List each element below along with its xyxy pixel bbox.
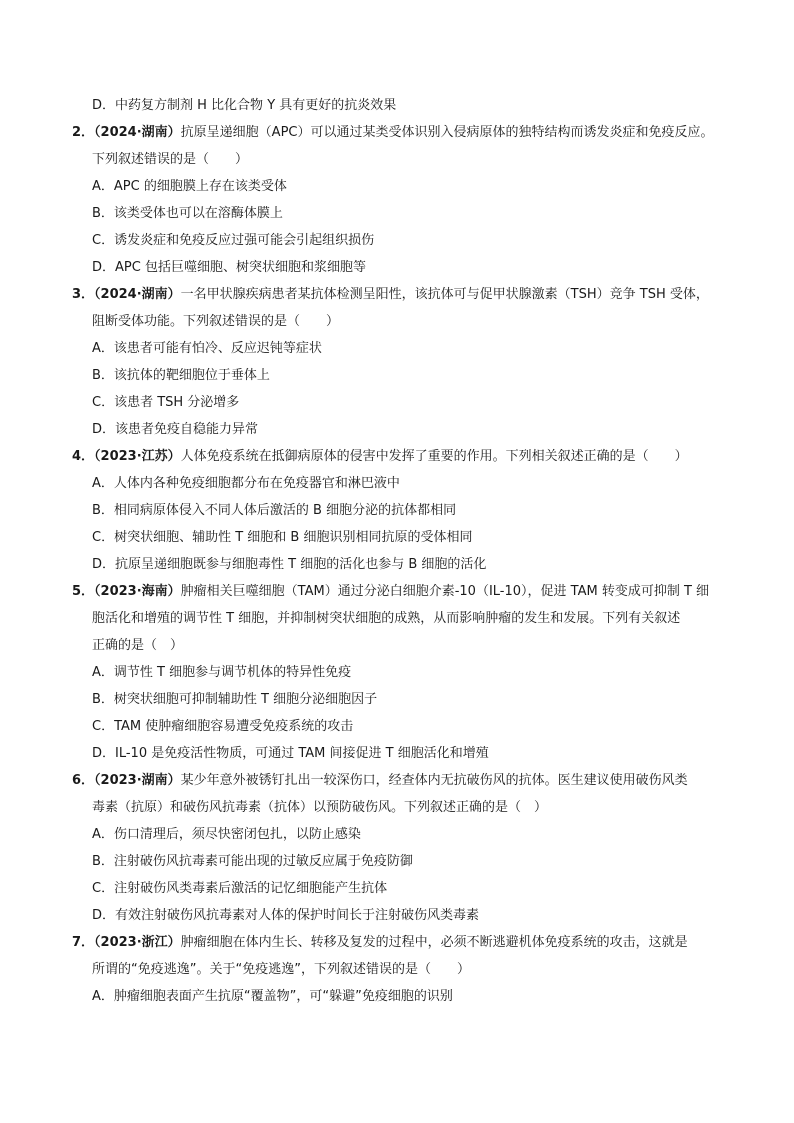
option-text: 中药复方制剂 H 比化合物 Y 具有更好的抗炎效果 (115, 98, 397, 113)
option-key: A． (92, 665, 114, 680)
question-text: 抗原呈递细胞（APC）可以通过某类受体识别入侵病原体的独特结构而诱发炎症和免疫反应。 (180, 125, 714, 140)
question-stem-line (72, 281, 737, 308)
question-stem-line (72, 767, 737, 794)
option-line (72, 227, 737, 254)
option-key: D． (92, 557, 116, 572)
option-key: C． (92, 530, 115, 545)
option-line (72, 497, 737, 524)
question-source: （2024·湖南） (94, 287, 181, 302)
option-key: C． (92, 395, 115, 410)
option-text: 肿瘤细胞表面产生抗原“覆盖物”，可“躲避”免疫细胞的识别 (113, 989, 453, 1004)
option-line (72, 335, 737, 362)
question-2 (72, 119, 737, 281)
question-stem-line: 下列叙述错误的是（ ） (92, 152, 249, 167)
option-line (72, 821, 737, 848)
option-line (72, 551, 737, 578)
option-text: TAM 使肿瘤细胞容易遭受免疫系统的攻击 (114, 719, 354, 734)
question-list (72, 92, 737, 1010)
option-text: 该抗体的靶细胞位于垂体上 (113, 368, 270, 383)
option-line (72, 389, 737, 416)
question-4 (72, 443, 737, 578)
question-stem-line (72, 119, 737, 146)
question-3 (72, 281, 737, 443)
question-source: （2023·浙江） (94, 935, 181, 950)
option-text: 注射破伤风类毒素后激活的记忆细胞能产生抗体 (114, 881, 388, 896)
question-source: （2024·湖南） (94, 125, 181, 140)
question-stem-line: 胞活化和增殖的调节性 T 细胞，并抑制树突状细胞的成熟，从而影响肿瘤的发生和发展。下列有关叙述 (92, 611, 681, 626)
question-text: 肿瘤相关巨噬细胞（TAM）通过分泌白细胞介素-10（IL-10），促进 TAM 转变成可抑制 T 细 (180, 584, 710, 599)
option-text: APC 包括巨噬细胞、树突状细胞和浆细胞等 (115, 260, 366, 275)
option-text: 树突状细胞可抑制辅助性 T 细胞分泌细胞因子 (113, 692, 378, 707)
question-text: 一名甲状腺疾病患者某抗体检测呈阳性，该抗体可与促甲状腺激素（TSH）竞争 TSH 受体， (180, 287, 709, 302)
option-line (72, 416, 737, 443)
option-line (72, 200, 737, 227)
option-text: APC 的细胞膜上存在该类受体 (113, 179, 287, 194)
question-stem-line: 所谓的“免疫逃逸”。关于“免疫逃逸”，下列叙述错误的是（ ） (92, 962, 470, 977)
option-text: 调节性 T 细胞参与调节机体的特异性免疫 (113, 665, 352, 680)
option-text: 人体内各种免疫细胞都分布在免疫器官和淋巴液中 (113, 476, 400, 491)
question-text: 人体免疫系统在抵御病原体的侵害中发挥了重要的作用。下列相关叙述正确的是（ ） (180, 449, 688, 464)
question-source: （2023·江苏） (94, 449, 181, 464)
option-text: 该患者免疫自稳能力异常 (115, 422, 259, 437)
option-key: C． (92, 881, 115, 896)
option-line (72, 848, 737, 875)
option-line (72, 254, 737, 281)
option-line (72, 470, 737, 497)
option-key: D． (92, 746, 116, 761)
option-key: A． (92, 827, 114, 842)
option-line (72, 659, 737, 686)
option-text: 该类受体也可以在溶酶体膜上 (113, 206, 283, 221)
option-line (72, 362, 737, 389)
option-key: D． (92, 908, 116, 923)
option-key: A． (92, 179, 114, 194)
question-stem-line (72, 929, 737, 956)
option-key: D． (92, 422, 116, 437)
option-key: B． (92, 692, 114, 707)
question-stem-line (72, 578, 737, 605)
option-key: D． (92, 98, 116, 113)
question-number: 6． (72, 773, 95, 788)
option-text: 伤口清理后，须尽快密闭包扎，以防止感染 (113, 827, 361, 842)
option-text: 该患者 TSH 分泌增多 (114, 395, 240, 410)
option-line (72, 983, 737, 1010)
option-line (72, 875, 737, 902)
option-line (72, 902, 737, 929)
option-key: A． (92, 341, 114, 356)
question-stem-line: 正确的是（ ） (92, 638, 184, 653)
option-text: 树突状细胞、辅助性 T 细胞和 B 细胞识别相同抗原的受体相同 (114, 530, 473, 545)
option-key: A． (92, 476, 114, 491)
question-number: 2． (72, 125, 95, 140)
option-key: C． (92, 233, 115, 248)
question-source: （2023·湖南） (94, 773, 181, 788)
option-key: B． (92, 368, 114, 383)
option-key: A． (92, 989, 114, 1004)
option-key: B． (92, 503, 114, 518)
option-key: D． (92, 260, 116, 275)
option-key: B． (92, 206, 114, 221)
question-number: 4． (72, 449, 95, 464)
option-key: C． (92, 719, 115, 734)
option-text: 抗原呈递细胞既参与细胞毒性 T 细胞的活化也参与 B 细胞的活化 (115, 557, 487, 572)
option-line (72, 524, 737, 551)
question-stem-line: 毒素（抗原）和破伤风抗毒素（抗体）以预防破伤风。下列叙述正确的是（ ） (92, 800, 548, 815)
question-6 (72, 767, 737, 929)
question-text: 肿瘤细胞在体内生长、转移及复发的过程中，必须不断逃避机体免疫系统的攻击，这就是 (180, 935, 688, 950)
option-text: 该患者可能有怕冷、反应迟钝等症状 (113, 341, 322, 356)
option-text: 诱发炎症和免疫反应过强可能会引起组织损伤 (114, 233, 375, 248)
option-text: 注射破伤风抗毒素可能出现的过敏反应属于免疫防御 (113, 854, 413, 869)
question-5 (72, 578, 737, 767)
option-line (72, 740, 737, 767)
question-source: （2023·海南） (94, 584, 181, 599)
question-number: 7． (72, 935, 95, 950)
question-text: 某少年意外被锈钉扎出一较深伤口，经查体内无抗破伤风的抗体。医生建议使用破伤风类 (180, 773, 688, 788)
option-text: 相同病原体侵入不同人体后激活的 B 细胞分泌的抗体都相同 (113, 503, 457, 518)
option-line (72, 713, 737, 740)
question-stem-line: 阻断受体功能。下列叙述错误的是（ ） (92, 314, 340, 329)
option-text: 有效注射破伤风抗毒素对人体的保护时间长于注射破伤风类毒素 (115, 908, 480, 923)
option-line (72, 686, 737, 713)
question-7 (72, 929, 737, 1010)
option-line (72, 92, 737, 119)
option-text: IL-10 是免疫活性物质，可通过 TAM 间接促进 T 细胞活化和增殖 (115, 746, 489, 761)
question-number: 3． (72, 287, 95, 302)
option-key: B． (92, 854, 114, 869)
question-stem-line (72, 443, 737, 470)
question-number: 5． (72, 584, 95, 599)
option-line (72, 173, 737, 200)
